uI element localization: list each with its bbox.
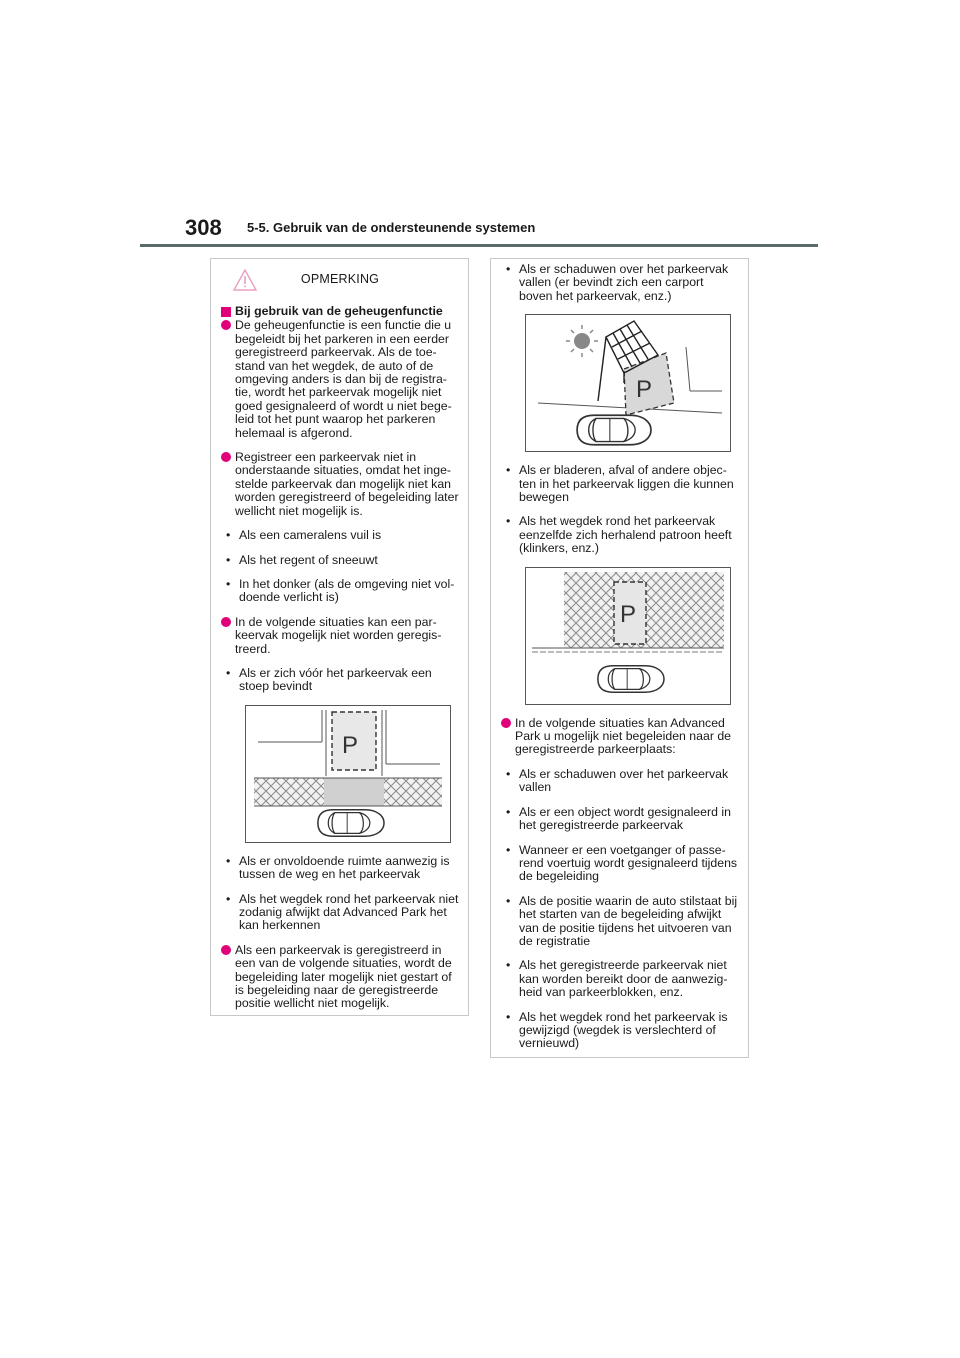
- illustration-paved-pattern: [525, 567, 731, 705]
- illustration-carport-shadow: [525, 314, 731, 452]
- square-bullet-icon: [221, 307, 231, 317]
- parking-p-letter: P: [636, 376, 653, 404]
- list-item: • Als het wegdek rond het parkeervak is gewijzigd (wegdek is verslechterd of vernieuwd): [506, 1009, 728, 1051]
- sun-icon: [566, 325, 598, 357]
- section-title: 5-5. Gebruik van de ondersteunende systemen: [247, 220, 536, 235]
- list-item: • Als er onvoldoende ruimte aanwezig is tussen de weg en het parkeervak: [226, 853, 450, 882]
- list-item: • Als een cameralens vuil is: [226, 528, 382, 543]
- illustration-curb: [245, 705, 451, 843]
- list-item: • Als er schaduwen over het parkeervak vallen: [506, 766, 729, 795]
- memory-function-heading: Bij gebruik van de geheugenfunctie: [221, 305, 459, 318]
- paragraph: In de volgende situaties kan Advanced Park u mogelijk niet begeleiden naar de geregistreerde parkeerplaats:: [501, 717, 739, 757]
- notice-box-right: [490, 258, 749, 1058]
- list-item: • Als er schaduwen over het parkeervak vallen (er bevindt zich een carport boven het parkeervak, enz.): [506, 262, 729, 303]
- circle-bullet-icon: [221, 452, 231, 462]
- list-item: • Als er bladeren, afval of andere objec-ten in het parkeervak liggen die kunnen bewegen: [506, 463, 734, 505]
- paragraph: In de volgende situaties kan een par-keervak mogelijk niet worden geregis-treerd.: [221, 616, 459, 656]
- list-item: • Als het regent of sneeuwt: [226, 552, 378, 567]
- header-rule: [140, 244, 818, 247]
- circle-bullet-icon: [221, 320, 231, 330]
- circle-bullet-icon: [501, 718, 511, 728]
- list-item: • Als de positie waarin de auto stilstaat bij het starten van de begeleiding afwijkt van de positie tijdens het uitvoeren van de registratie: [506, 893, 738, 948]
- warning-header: [221, 269, 459, 291]
- list-item: • Wanneer er een voetganger of passe-rend voertuig wordt gesignaleerd tijdens de begeleiding: [506, 842, 738, 884]
- parking-p-letter: P: [620, 600, 637, 628]
- list-item: • In het donker (als de omgeving niet vol-doende verlicht is): [226, 576, 455, 605]
- page-number: 308: [185, 215, 222, 240]
- notice-box-left: [210, 258, 469, 1016]
- list-item: • Als het wegdek rond het parkeervak niet zodanig afwijkt dat Advanced Park het kan herkennen: [226, 891, 459, 933]
- paragraph: Registreer een parkeervak niet in onderstaande situaties, omdat het inge-stelde parkeervak dan mogelijk niet kan worden geregistreerd of begeleiding later wellicht niet mogelijk is.: [221, 451, 459, 518]
- list-item: • Als er zich vóór het parkeervak een stoep bevindt: [226, 665, 432, 694]
- warning-label: OPMERKING: [300, 272, 380, 286]
- list-item: • Als het geregistreerde parkeervak niet kan worden bereikt door de aanwezig-heid van parkeerblokken, enz.: [506, 958, 728, 1000]
- paragraph: Als een parkeervak is geregistreerd in een van de volgende situaties, wordt de begeleiding later mogelijk niet gestart of is begeleiding naar de geregistreerde positie wellicht niet mogelijk.: [221, 944, 459, 1011]
- circle-bullet-icon: [221, 617, 231, 627]
- parking-p-letter: P: [342, 731, 359, 759]
- circle-bullet-icon: [221, 945, 231, 955]
- list-item: • Als het wegdek rond het parkeervak eenzelfde zich herhalend patroon heeft (klinkers, enz.): [506, 514, 732, 556]
- list-item: • Als er een object wordt gesignaleerd in het geregistreerde parkeervak: [506, 804, 731, 833]
- paragraph: De geheugenfunctie is een functie die u begeleidt bij het parkeren in een eerder geregistreerd parkeervak. Als de toe-stand van het wegdek, de auto of de omgeving anders is dan bij de registra-tie, wordt het parkeervak mogelijk niet goed gesignaleerd of wordt u niet bege-leid tot het punt waarop het parkeren helemaal is afgerond.: [221, 319, 459, 440]
- warning-icon: [233, 269, 257, 291]
